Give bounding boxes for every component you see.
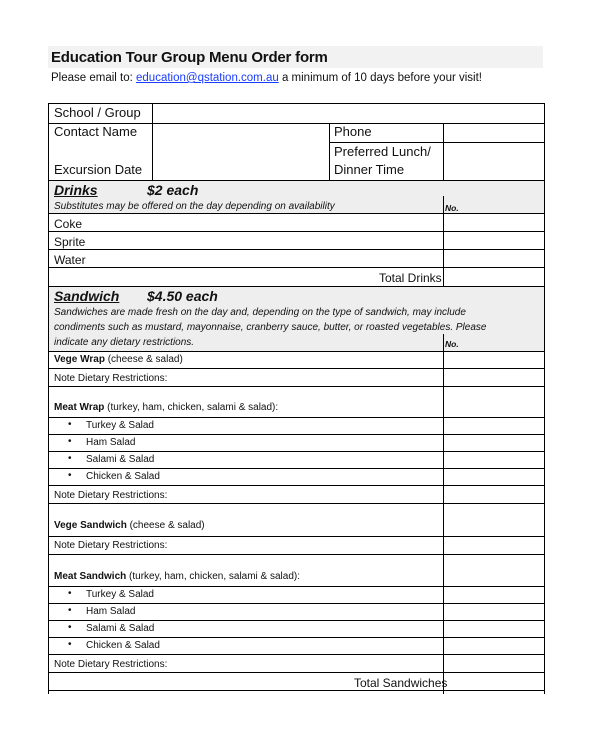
meat-wrap-qty-field[interactable] bbox=[443, 434, 543, 451]
bullet: • bbox=[68, 470, 72, 481]
bullet: • bbox=[68, 436, 72, 447]
phone-field[interactable] bbox=[443, 123, 543, 142]
meat-sandwich-qty-field[interactable] bbox=[443, 620, 543, 637]
preferred-time-field[interactable] bbox=[443, 142, 543, 180]
form-title: Education Tour Group Menu Order form bbox=[51, 49, 328, 66]
meat-sandwich-name: Meat Sandwich bbox=[54, 571, 127, 582]
total-sandwiches-label: Total Sandwiches bbox=[354, 676, 448, 690]
vege-wrap-name: Vege Wrap bbox=[54, 354, 105, 365]
excursion-date-label: Excursion Date bbox=[54, 162, 143, 177]
drinks-price: $2 each bbox=[147, 182, 199, 198]
bullet: • bbox=[68, 588, 72, 599]
bullet: • bbox=[68, 639, 72, 650]
sprite-qty-field[interactable] bbox=[443, 231, 543, 249]
divider bbox=[49, 180, 544, 181]
divider bbox=[49, 654, 544, 655]
coke-qty-field[interactable] bbox=[443, 213, 543, 231]
drink-water: Water bbox=[54, 253, 86, 267]
meat-sandwich-item: Turkey & Salad bbox=[86, 589, 154, 600]
vege-wrap-desc: (cheese & salad) bbox=[104, 354, 183, 365]
sandwich-no-label: No. bbox=[445, 339, 459, 349]
drinks-note: Substitutes may be offered on the day depending on availability bbox=[54, 201, 335, 212]
excursion-date-field[interactable] bbox=[152, 142, 329, 180]
meat-wrap-label bbox=[54, 402, 278, 413]
meat-sandwich-item: Ham Salad bbox=[86, 606, 136, 617]
preferred-time-label-2: Dinner Time bbox=[334, 162, 405, 177]
contact-name-label: Contact Name bbox=[54, 124, 138, 139]
vege-sandwich-name: Vege Sandwich bbox=[54, 520, 127, 531]
sandwich-desc-2: condiments such as mustard, mayonnaise, cranberry sauce, butter, or roasted vegetables. Please bbox=[54, 322, 487, 333]
preferred-time-label-1: Preferred Lunch/ bbox=[334, 144, 431, 159]
email-link[interactable]: education@qstation.com.au bbox=[136, 72, 279, 84]
meat-wrap-desc: (turkey, ham, chicken, salami & salad): bbox=[104, 402, 279, 413]
drink-coke: Coke bbox=[54, 217, 83, 231]
vege-sandwich-dietary-note: Note Dietary Restrictions: bbox=[54, 540, 168, 551]
divider bbox=[152, 104, 153, 180]
meat-sandwich-label bbox=[54, 571, 300, 582]
meat-wrap-item: Ham Salad bbox=[86, 437, 136, 448]
school-group-label: School / Group bbox=[54, 105, 141, 120]
contact-name-field[interactable] bbox=[152, 123, 329, 142]
divider bbox=[49, 368, 544, 369]
total-drinks-label: Total Drinks bbox=[379, 271, 442, 285]
vege-sandwich-desc: (cheese & salad) bbox=[126, 520, 205, 531]
email-instruction bbox=[51, 72, 482, 84]
vege-wrap-dietary-note: Note Dietary Restrictions: bbox=[54, 373, 168, 384]
meat-sandwich-qty-field[interactable] bbox=[443, 637, 543, 654]
meat-sandwich-item: Salami & Salad bbox=[86, 623, 155, 634]
total-drinks-field[interactable] bbox=[443, 267, 543, 286]
drink-sprite: Sprite bbox=[54, 235, 86, 249]
drinks-no-label: No. bbox=[445, 203, 459, 213]
divider bbox=[49, 286, 544, 287]
divider bbox=[49, 536, 544, 537]
sandwich-title: Sandwich bbox=[54, 288, 120, 304]
vege-wrap-label bbox=[54, 354, 183, 365]
sandwich-desc-1: Sandwiches are made fresh on the day and, depending on the type of sandwich, may include bbox=[54, 307, 466, 318]
meat-wrap-qty-field[interactable] bbox=[443, 417, 543, 434]
sandwich-desc-3: indicate any dietary restrictions. bbox=[54, 337, 195, 348]
bullet: • bbox=[68, 622, 72, 633]
divider bbox=[49, 503, 544, 504]
divider bbox=[49, 690, 544, 691]
meat-wrap-item: Salami & Salad bbox=[86, 454, 155, 465]
vege-sandwich-label bbox=[54, 520, 205, 531]
vege-wrap-qty-field[interactable] bbox=[443, 351, 543, 368]
divider bbox=[443, 123, 444, 180]
order-form-table bbox=[48, 103, 545, 694]
email-prefix: Please email to: bbox=[51, 72, 137, 84]
bullet: • bbox=[68, 605, 72, 616]
divider bbox=[49, 554, 544, 555]
school-group-field[interactable] bbox=[152, 104, 543, 123]
total-sandwiches-field[interactable] bbox=[443, 672, 543, 690]
divider bbox=[49, 485, 544, 486]
meat-sandwich-qty-field[interactable] bbox=[443, 586, 543, 603]
meat-sandwich-dietary-note: Note Dietary Restrictions: bbox=[54, 659, 168, 670]
bullet: • bbox=[68, 453, 72, 464]
meat-sandwich-qty-field[interactable] bbox=[443, 603, 543, 620]
phone-label: Phone bbox=[334, 124, 372, 139]
email-suffix: a minimum of 10 days before your visit! bbox=[278, 72, 482, 84]
meat-sandwich-item: Chicken & Salad bbox=[86, 640, 160, 651]
meat-wrap-dietary-note: Note Dietary Restrictions: bbox=[54, 490, 168, 501]
meat-sandwich-desc: (turkey, ham, chicken, salami & salad): bbox=[126, 571, 301, 582]
divider bbox=[49, 386, 544, 387]
bullet: • bbox=[68, 419, 72, 430]
meat-wrap-name: Meat Wrap bbox=[54, 402, 105, 413]
water-qty-field[interactable] bbox=[443, 249, 543, 267]
divider bbox=[329, 123, 330, 180]
drinks-title: Drinks bbox=[54, 182, 98, 198]
vege-sandwich-qty-field[interactable] bbox=[443, 516, 543, 536]
meat-wrap-item: Chicken & Salad bbox=[86, 471, 160, 482]
meat-wrap-qty-field[interactable] bbox=[443, 468, 543, 485]
sandwich-price: $4.50 each bbox=[147, 288, 218, 304]
meat-wrap-qty-field[interactable] bbox=[443, 451, 543, 468]
meat-wrap-item: Turkey & Salad bbox=[86, 420, 154, 431]
